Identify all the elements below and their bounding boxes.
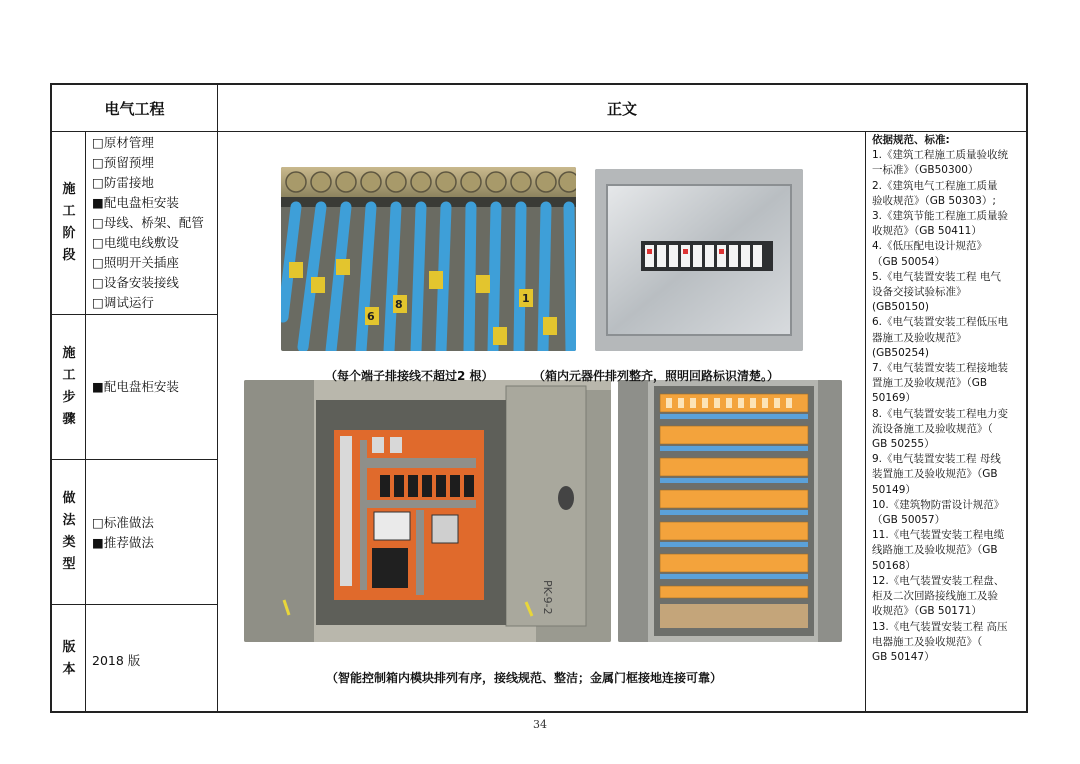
- checklist-item: □防雷接地: [92, 175, 154, 190]
- checklist-item: ■配电盘柜安装: [92, 379, 179, 394]
- construction-step-list: [92, 377, 179, 397]
- header-main-text: 正文: [606, 99, 637, 118]
- label-char: 型: [62, 557, 76, 572]
- reference-line: 收规范》（GB 50411）: [872, 225, 982, 238]
- divider: [217, 85, 218, 713]
- reference-line: 装置施工及验收规范》（GB: [872, 468, 998, 481]
- photo-control-cabinet-open: [244, 380, 611, 642]
- reference-line: 3.《建筑节能工程施工质量验: [872, 210, 1009, 223]
- page-number: 34: [533, 718, 547, 731]
- photo-terminal-wiring: [281, 167, 576, 351]
- row-label-construction-stage: [52, 132, 86, 314]
- references-title: 依据规范、标准:: [872, 134, 950, 146]
- reference-line: 验收规范》（GB 50303）;: [872, 194, 996, 207]
- checklist-item: □预留预埋: [92, 155, 154, 170]
- label-char: 工: [62, 368, 76, 383]
- label-char: 骤: [62, 412, 76, 427]
- reference-line: 设备交接试验标准》: [872, 286, 967, 299]
- version-text: 2018 版: [92, 653, 141, 668]
- reference-line: 柜及二次回路接线施工及验: [872, 590, 998, 603]
- reference-line: 器施工及验收规范》: [872, 331, 967, 344]
- label-char: 阶: [62, 226, 76, 241]
- reference-line: 6.《电气装置安装工程低压电: [872, 316, 1009, 329]
- checklist-item: □调试运行: [92, 295, 154, 310]
- reference-line: 9.《电气装置安装工程 母线: [872, 453, 1001, 466]
- reference-line: (GB50150): [872, 301, 929, 314]
- checklist-item: □原材管理: [92, 135, 154, 150]
- reference-line: 1.《建筑工程施工质量验收统: [872, 149, 1009, 162]
- reference-line: GB 50147）: [872, 650, 935, 663]
- checklist-item: ■配电盘柜安装: [92, 195, 179, 210]
- caption-distribution-box: （箱内元器件排列整齐，照明回路标识清楚。）: [533, 369, 780, 383]
- label-char: 步: [62, 390, 76, 405]
- reference-line: 一标准》（GB50300）: [872, 164, 979, 177]
- reference-line: 11.《电气装置安装工程电缆: [872, 529, 1005, 542]
- reference-line: 流设备施工及验收规范》（: [872, 422, 993, 435]
- reference-line: 电器施工及验收规范》（: [872, 635, 983, 648]
- reference-line: 置施工及验收规范》（GB: [872, 377, 988, 390]
- reference-line: 50168）: [872, 559, 916, 572]
- label-char: 本: [62, 662, 76, 677]
- label-char: 施: [62, 346, 76, 361]
- checklist-item: □母线、桥架、配管: [92, 215, 204, 230]
- caption-control-cabinet: （智能控制箱内模块排列有序，接线规范、整洁；金属门框接地连接可靠）: [326, 671, 723, 685]
- label-char: 法: [62, 513, 76, 528]
- reference-line: 收规范》（GB 50171）: [872, 605, 982, 618]
- version-value: [92, 651, 140, 671]
- reference-line: (GB50254): [872, 346, 929, 359]
- label-char: 施: [62, 182, 76, 197]
- cabinet-marking: PK-9-2: [541, 580, 554, 615]
- reference-line: GB 50255）: [872, 438, 935, 451]
- label-char: 类: [62, 535, 76, 550]
- reference-line: 50149）: [872, 483, 916, 496]
- reference-line: 12.《电气装置安装工程盘、: [872, 574, 1005, 587]
- row-label-method-type: [52, 460, 86, 604]
- reference-line: （GB 50057）: [872, 514, 946, 527]
- construction-stage-list: [92, 133, 204, 313]
- divider: [52, 131, 1026, 132]
- reference-line: 10.《建筑物防雷设计规范》: [872, 498, 1005, 511]
- reference-line: 7.《电气装置安装工程接地装: [872, 362, 1009, 375]
- row-label-construction-step: [52, 315, 86, 459]
- reference-line: 线路施工及验收规范》（GB: [872, 544, 998, 557]
- label-char: 段: [62, 248, 76, 263]
- checklist-item: ■推荐做法: [92, 535, 154, 550]
- wire-label: 8: [395, 298, 403, 311]
- wire-label: 1: [522, 292, 530, 305]
- header-category: 电气工程: [104, 99, 165, 118]
- row-label-version: [52, 605, 86, 713]
- reference-line: 5.《电气装置安装工程 电气: [872, 270, 1001, 283]
- reference-line: 13.《电气装置安装工程 高压: [872, 620, 1008, 633]
- reference-line: 4.《低压配电设计规范》: [872, 240, 988, 253]
- checklist-item: □照明开关插座: [92, 255, 179, 270]
- label-char: 版: [62, 640, 76, 655]
- reference-line: 8.《电气装置安装工程电力变: [872, 407, 1009, 420]
- photo-terminal-block-cabinet: [618, 380, 842, 642]
- caption-terminal-wiring: （每个端子排接线不超过2 根）: [325, 369, 494, 383]
- label-char: 工: [62, 204, 76, 219]
- reference-standards-list: [872, 133, 1022, 665]
- reference-line: 2.《建筑电气工程施工质量: [872, 179, 998, 192]
- checklist-item: □设备安装接线: [92, 275, 179, 290]
- reference-line: 50169）: [872, 392, 916, 405]
- photo-distribution-box: [595, 169, 803, 351]
- checklist-item: □电缆电线敷设: [92, 235, 179, 250]
- wire-label: 6: [367, 310, 375, 323]
- checklist-item: □标准做法: [92, 515, 154, 530]
- standard-sheet-table: [50, 83, 1028, 713]
- method-type-list: [92, 513, 154, 553]
- reference-line: （GB 50054）: [872, 255, 946, 268]
- label-char: 做: [62, 491, 76, 506]
- divider: [865, 131, 866, 713]
